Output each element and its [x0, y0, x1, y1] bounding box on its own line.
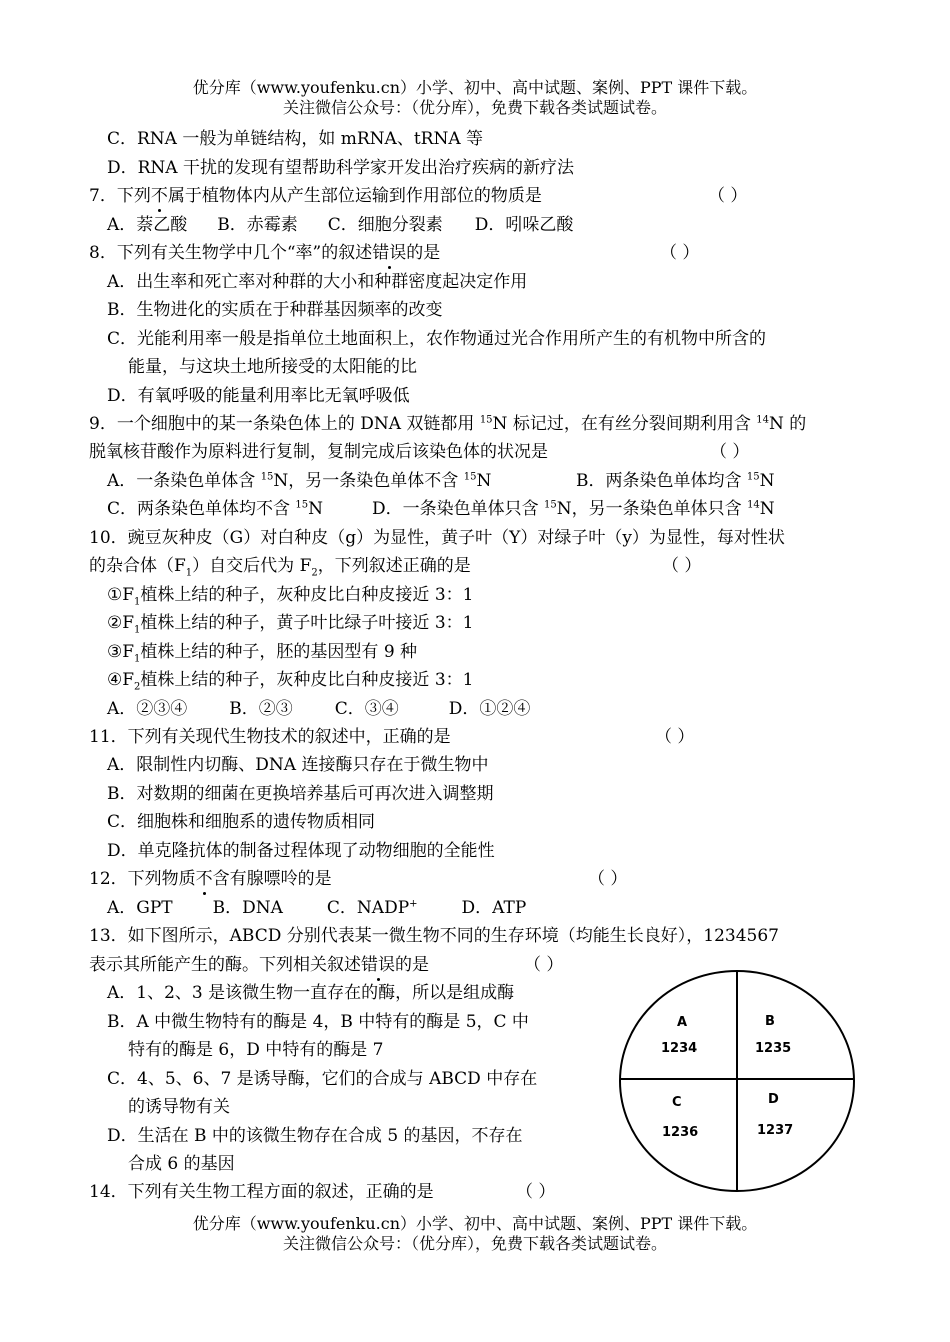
q7-emphasis: 不: [150, 186, 168, 206]
diagram-quadrant-d-label: D: [768, 1092, 779, 1107]
q7-option-a: A．萘乙酸: [107, 215, 188, 235]
q13-stem-line2: 表示其所能产生的酶。下列相关叙述错误的是: [89, 955, 429, 975]
q12-options: [107, 896, 526, 920]
q8-emphasis: 错误: [372, 243, 407, 263]
q13-option-d-line2: 合成 6 的基因: [128, 1154, 235, 1174]
q8-option-c-line1: C．光能利用率一般是指单位土地面积上，农作物通过光合作用所产生的有机物中所含的: [107, 329, 767, 349]
q7-option-c: C．细胞分裂素: [327, 215, 443, 235]
q12-emphasis: 不: [195, 869, 213, 889]
q7-options: [107, 213, 573, 237]
header-line-1: 优分库（www.youfenku.cn）小学、初中、高中试题、案例、PPT 课件下载。: [192, 78, 758, 97]
enzyme-environment-diagram: [617, 968, 859, 1200]
q11-answer-paren: （ ）: [655, 727, 695, 747]
diagram-quadrant-b-value: 1235: [755, 1041, 792, 1056]
q12-stem: 12．下列物质不含有腺嘌呤的是: [89, 869, 332, 889]
q13-stem-line1: 13．如下图所示，ABCD 分别代表某一微生物不同的生存环境（均能生长良好），1234567: [89, 926, 779, 946]
q9-option-a: A．一条染色单体含 $^{15}$N，另一条染色单体不含 $^{15}$N: [107, 471, 492, 491]
q8-option-c-line2: 能量，与这块土地所接受的太阳能的比: [128, 357, 417, 377]
q9-stem-line2: 脱氧核苷酸作为原料进行复制，复制完成后该染色体的状况是: [89, 442, 548, 462]
header-line-2: 关注微信公众号：（优分库），免费下载各类试题试卷。: [282, 98, 667, 117]
q9-answer-paren: （ ）: [710, 442, 750, 462]
q10-item-1: $①F_1$植株上结的种子，灰种皮比白种皮接近 3：1: [107, 585, 474, 608]
q8-answer-paren: （ ）: [660, 243, 700, 263]
q13-option-c-line1: C．4、5、6、7 是诱导酶，它们的合成与 ABCD 中存在: [107, 1069, 538, 1089]
q10-item-2: $②F_1$植株上结的种子，黄子叶比绿子叶接近 3：1: [107, 613, 474, 636]
q9-stem-line1: 9．一个细胞中的某一条染色体上的 DNA 双链都用 $^{15}$N 标记过，在有丝分裂间期利用含 $^{14}$N 的: [89, 414, 807, 434]
q8-stem: 8．下列有关生物学中几个“率”的叙述错误的是: [89, 243, 441, 263]
q12-option-b: B．DNA: [212, 898, 283, 918]
q10-answer-paren: （ ）: [662, 556, 702, 576]
q10-options: [107, 697, 530, 721]
q7-stem: 7．下列不属于植物体内从产生部位运输到作用部位的物质是: [89, 186, 542, 206]
q10-stem-line1: 10．豌豆灰种皮（G）对白种皮（g）为显性，黄子叶（Y）对绿子叶（y）为显性，每对性状: [89, 528, 785, 548]
q10-item-3: $③F_1$植株上结的种子，胚的基因型有 9 种: [107, 642, 418, 665]
q14-answer-paren: （ ）: [516, 1182, 556, 1202]
q6-option-c: C．RNA 一般为单链结构，如 mRNA、tRNA 等: [107, 129, 484, 149]
q11-option-c: C．细胞株和细胞系的遗传物质相同: [107, 812, 376, 832]
diagram-quadrant-c-label: C: [672, 1095, 682, 1110]
q10-option-a: A．②③④: [107, 699, 188, 719]
q12-option-c: C．NADP+: [326, 898, 418, 918]
q7-option-b: B．赤霉素: [217, 215, 298, 235]
q12-answer-paren: （ ）: [588, 869, 628, 889]
q11-option-d: D．单克隆抗体的制备过程体现了动物细胞的全能性: [107, 841, 495, 861]
q11-option-b: B．对数期的细菌在更换培养基后可再次进入调整期: [107, 784, 494, 804]
footer-line-1: 优分库（www.youfenku.cn）小学、初中、高中试题、案例、PPT 课件下载。: [192, 1214, 758, 1233]
diagram-quadrant-a-label: A: [677, 1015, 688, 1030]
q13-answer-paren: （ ）: [524, 955, 564, 975]
q13-emphasis: 错误: [361, 955, 395, 975]
q7-option-d: D．吲哚乙酸: [474, 215, 574, 235]
q11-option-a: A．限制性内切酶、DNA 连接酶只存在于微生物中: [107, 755, 489, 775]
footer-line-2: 关注微信公众号：（优分库），免费下载各类试题试卷。: [282, 1234, 667, 1253]
q9-option-c: C．两条染色单体均不含 $^{15}$N: [107, 499, 324, 519]
q8-option-d: D．有氧呼吸的能量利用率比无氧呼吸低: [107, 386, 410, 406]
q7-answer-paren: （ ）: [708, 186, 748, 206]
q10-option-d: D．①②④: [448, 699, 531, 719]
q14-stem: 14．下列有关生物工程方面的叙述，正确的是: [89, 1182, 434, 1202]
q13-option-c-line2: 的诱导物有关: [128, 1097, 230, 1117]
q10-option-c: C．③④: [334, 699, 399, 719]
q13-option-d-line1: D．生活在 B 中的该微生物存在合成 5 的基因，不存在: [107, 1126, 523, 1146]
q9-option-d: D．一条染色单体只含 $^{15}$N，另一条染色单体只含 $^{14}$N: [372, 499, 775, 519]
diagram-quadrant-d-value: 1237: [757, 1123, 794, 1138]
q8-option-a: A．出生率和死亡率对种群的大小和种群密度起决定作用: [107, 272, 528, 292]
q9-option-b: B．两条染色单体均含 $^{15}$N: [576, 471, 775, 491]
diagram-quadrant-c-value: 1236: [662, 1125, 699, 1140]
diagram-quadrant-b-label: B: [765, 1014, 775, 1029]
q11-stem: 11．下列有关现代生物技术的叙述中，正确的是: [89, 727, 451, 747]
q6-option-d: D．RNA 干扰的发现有望帮助科学家开发出治疗疾病的新疗法: [107, 158, 574, 178]
q13-option-b-line2: 特有的酶是 6，D 中特有的酶是 7: [128, 1040, 384, 1060]
q10-item-4: $④F_2$植株上结的种子，灰种皮比白种皮接近 3：1: [107, 670, 474, 693]
q10-option-b: B．②③: [229, 699, 293, 719]
q12-option-a: A．GPT: [107, 898, 173, 918]
q8-option-b: B．生物进化的实质在于种群基因频率的改变: [107, 300, 443, 320]
q13-option-a: A．1、2、3 是该微生物一直存在的酶，所以是组成酶: [107, 983, 515, 1003]
q10-stem-line2: 的杂合体$(F_1)$自交后代为 $F_2$，下列叙述正确的是: [89, 556, 471, 579]
diagram-quadrant-a-value: 1234: [661, 1041, 698, 1056]
q12-option-d: D．ATP: [461, 898, 527, 918]
q13-option-b-line1: B．A 中微生物特有的酶是 4，B 中特有的酶是 5，C 中: [107, 1012, 529, 1032]
